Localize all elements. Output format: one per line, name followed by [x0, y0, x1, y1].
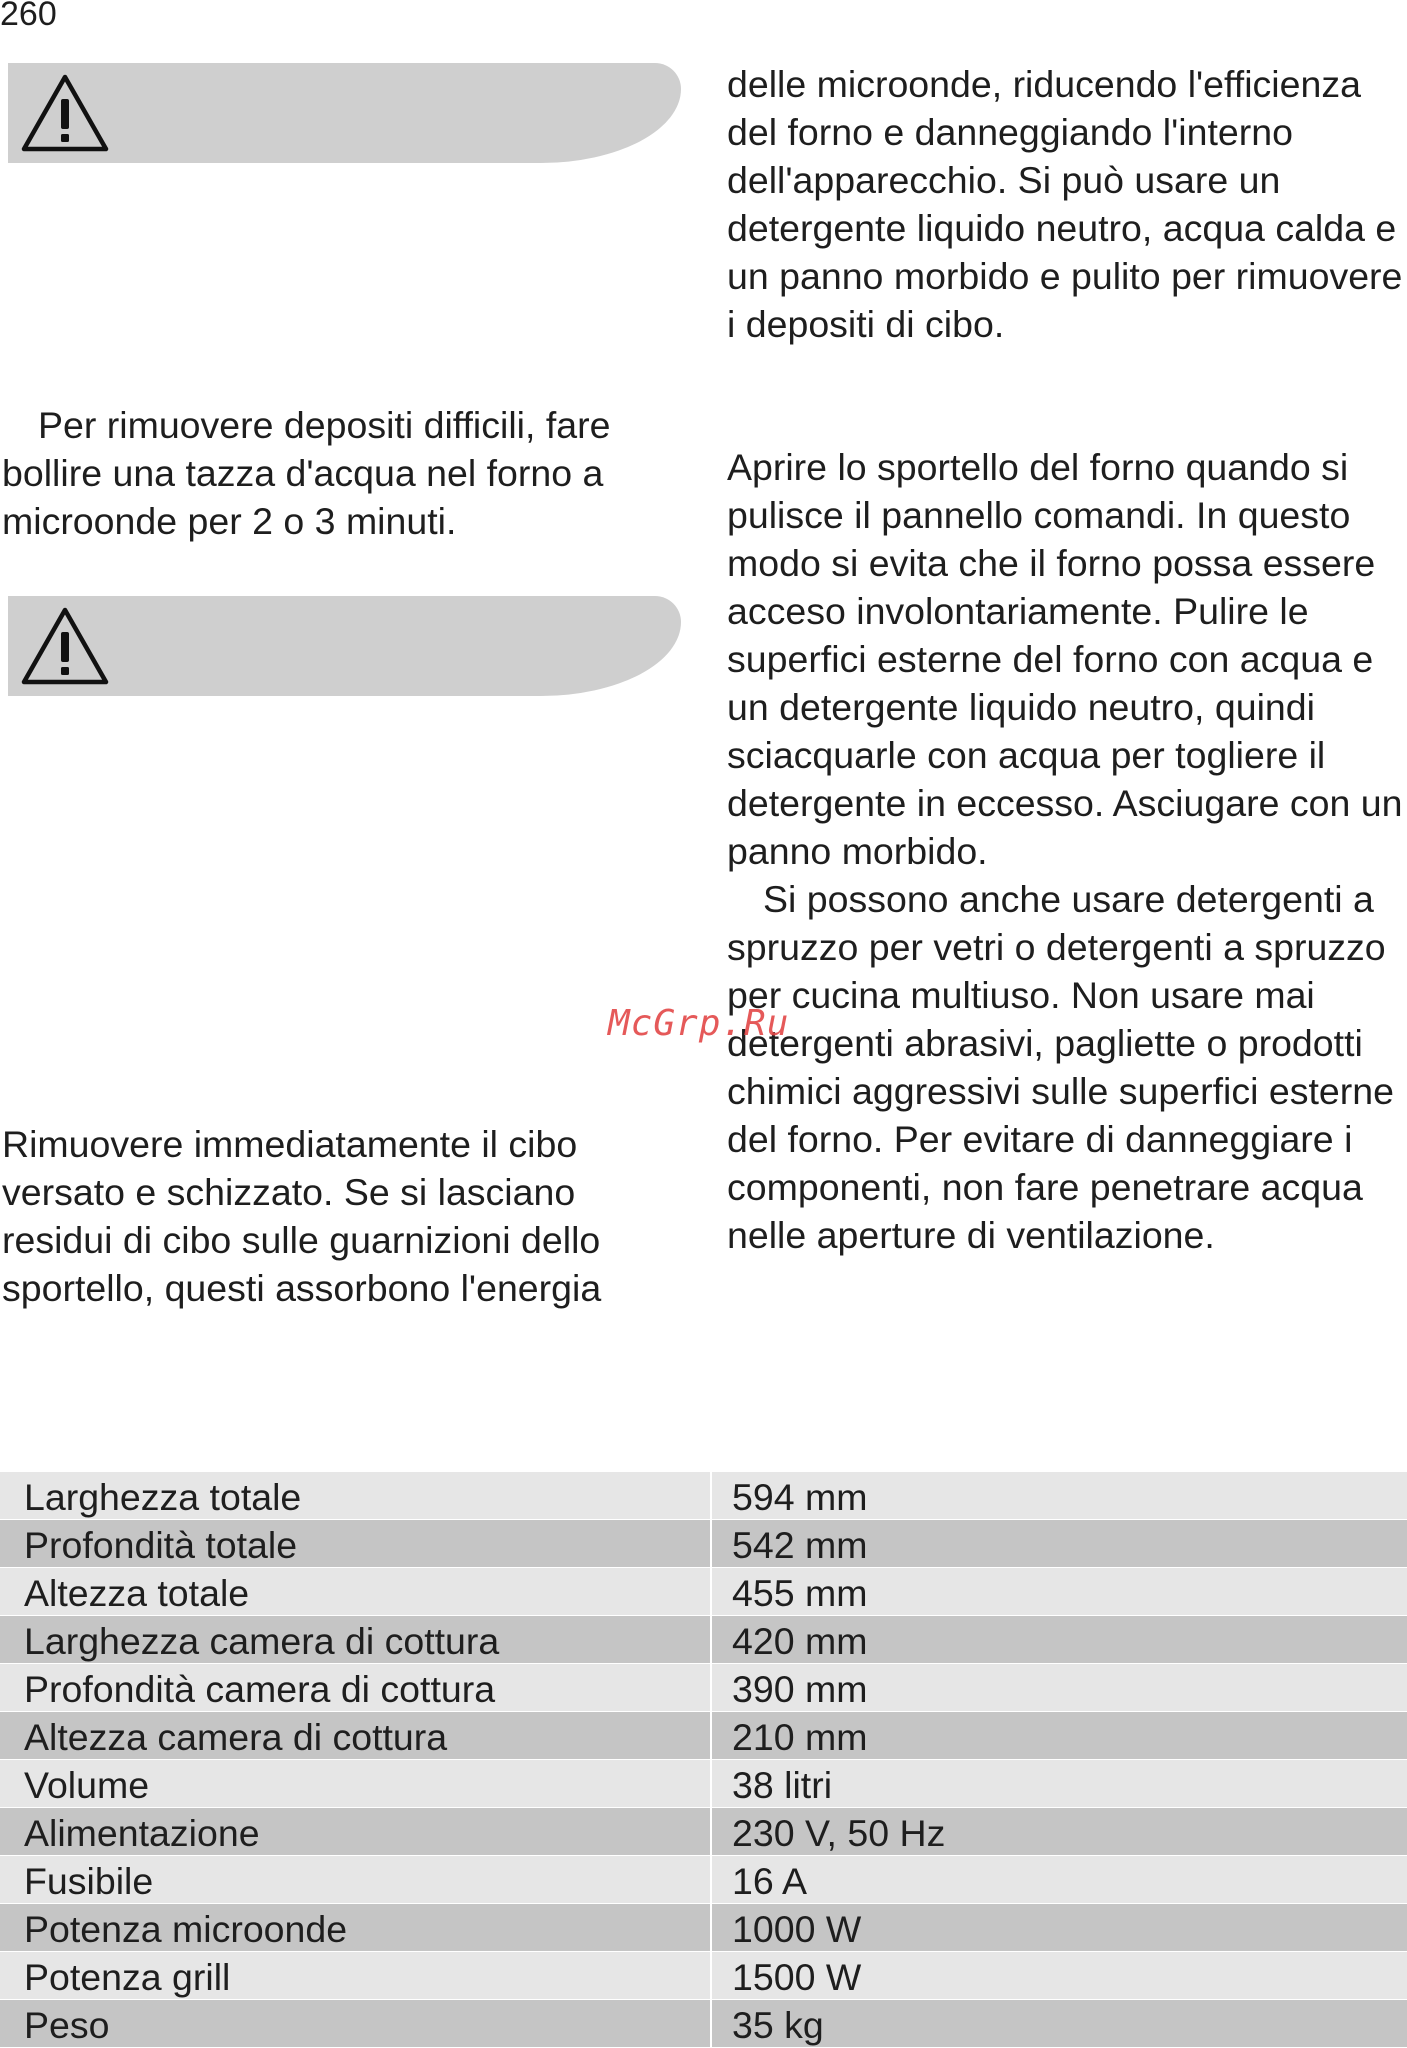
- table-row: [0, 1904, 1407, 1952]
- table-row: [0, 1808, 1407, 1856]
- spec-value: 390 mm: [712, 1664, 1407, 1711]
- left-paragraph-1-block: [2, 401, 642, 545]
- spec-label: Larghezza totale: [0, 1472, 710, 1519]
- right-paragraph-1: delle microonde, riducendo l'efficienza del forno e danneggiando l'interno dell'apparecchio. Si può usare un detergente liquido neutro, acqua calda e un panno morbido e pulito per rimuovere i depositi di cibo.: [727, 63, 1403, 345]
- right-paragraph-2: Aprire lo sportello del forno quando si pulisce il pannello comandi. In questo modo si evita che il forno possa essere acceso involontariamente. Pulire le superfici esterne del forno con acqua e un detergente liquido neutro, quindi sciacquarle con acqua per togliere il detergente in eccesso. Asciugare con un panno morbido.: [727, 446, 1403, 872]
- spec-value: 455 mm: [712, 1568, 1407, 1615]
- spec-value: 542 mm: [712, 1520, 1407, 1567]
- spec-value: 594 mm: [712, 1472, 1407, 1519]
- right-paragraph-2-block: [727, 443, 1407, 1259]
- spec-value: 1500 W: [712, 1952, 1407, 1999]
- warning-box: [8, 63, 681, 163]
- spec-label: Larghezza camera di cottura: [0, 1616, 710, 1663]
- warning-box: [8, 596, 681, 696]
- spec-label: Fusibile: [0, 1856, 710, 1903]
- spec-label: Profondità totale: [0, 1520, 710, 1567]
- spec-label: Potenza microonde: [0, 1904, 710, 1951]
- right-paragraph-1-block: [727, 60, 1407, 348]
- spec-value: 38 litri: [712, 1760, 1407, 1807]
- table-row: [0, 1568, 1407, 1616]
- spec-value: 35 kg: [712, 2000, 1407, 2047]
- spec-label: Altezza camera di cottura: [0, 1712, 710, 1759]
- table-row: [0, 1664, 1407, 1712]
- spec-value: 16 A: [712, 1856, 1407, 1903]
- spec-label: Altezza totale: [0, 1568, 710, 1615]
- spec-value: 230 V, 50 Hz: [712, 1808, 1407, 1855]
- table-row: [0, 1712, 1407, 1760]
- table-row: [0, 1952, 1407, 2000]
- table-row: [0, 1520, 1407, 1568]
- table-row: [0, 1760, 1407, 1808]
- spec-label: Alimentazione: [0, 1808, 710, 1855]
- watermark: McGrp.Ru: [608, 1003, 790, 1044]
- table-row: [0, 1856, 1407, 1904]
- table-row: [0, 1472, 1407, 1520]
- left-paragraph-2-block: [2, 1120, 642, 1312]
- spec-value: 1000 W: [712, 1904, 1407, 1951]
- right-paragraph-3: Si possono anche usare detergenti a spruzzo per vetri o detergenti a spruzzo per cucina multiuso. Non usare mai detergenti abrasivi, pagliette o prodotti chimici aggressivi sulle superfici esterne del forno. Per evitare di danneggiare i componenti, non fare penetrare acqua nelle aperture di ventilazione.: [727, 878, 1394, 1256]
- table-row: [0, 2000, 1407, 2048]
- spec-value: 420 mm: [712, 1616, 1407, 1663]
- warning-triangle-icon: [19, 71, 111, 155]
- spec-label: Peso: [0, 2000, 710, 2047]
- left-paragraph-1: Per rimuovere depositi difficili, fare bollire una tazza d'acqua nel forno a microonde per 2 o 3 minuti.: [2, 404, 611, 542]
- warning-triangle-icon: [19, 604, 111, 688]
- page-number: 260: [0, 0, 57, 33]
- spec-label: Profondità camera di cottura: [0, 1664, 710, 1711]
- spec-table: [0, 1472, 1407, 2048]
- left-paragraph-2: Rimuovere immediatamente il cibo versato e schizzato. Se si lasciano residui di cibo sulle guarnizioni dello sportello, questi assorbono l'energia: [2, 1123, 602, 1309]
- spec-label: Volume: [0, 1760, 710, 1807]
- spec-label: Potenza grill: [0, 1952, 710, 1999]
- table-row: [0, 1616, 1407, 1664]
- spec-value: 210 mm: [712, 1712, 1407, 1759]
